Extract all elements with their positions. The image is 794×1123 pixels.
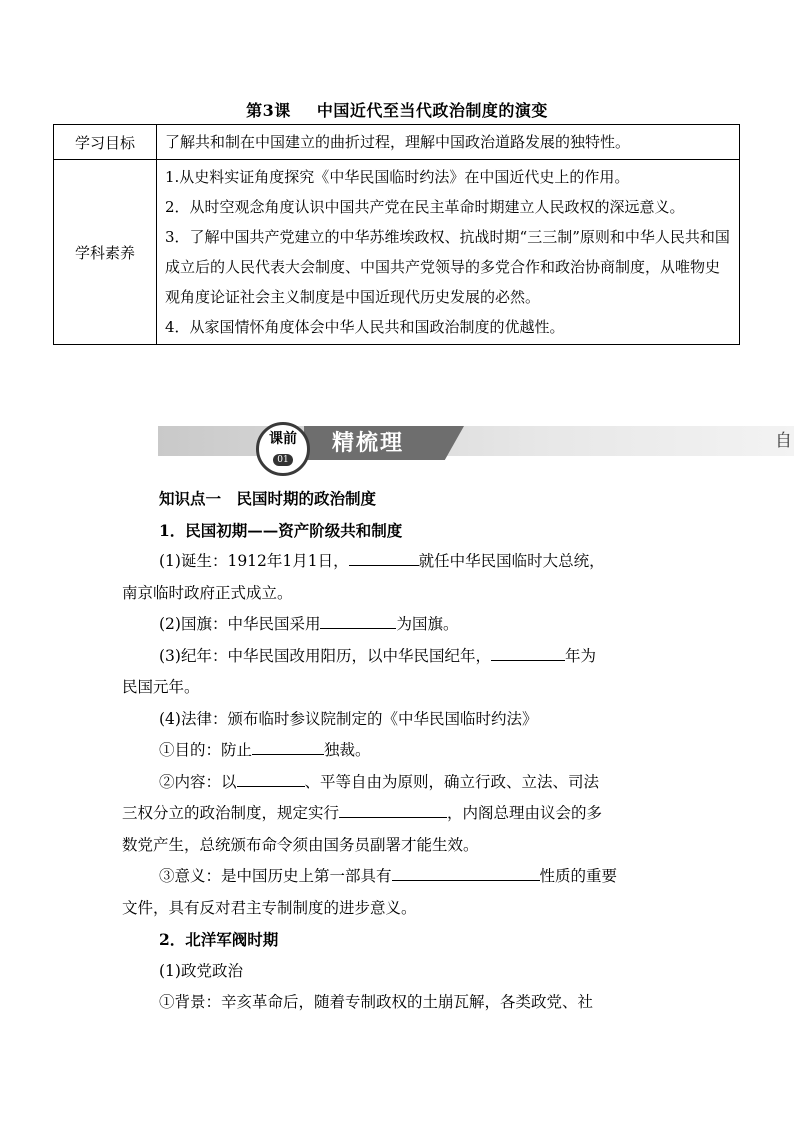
banner-title: 精梳理: [332, 430, 405, 456]
table-row: [54, 160, 740, 345]
lesson-title: [0, 98, 794, 121]
banner-background: [158, 426, 794, 456]
paragraph: (1)政党政治: [159, 961, 243, 980]
text: 独裁。: [324, 741, 371, 759]
fill-blank: [349, 551, 419, 566]
paragraph: [122, 609, 682, 641]
text: ①目的：防止: [159, 741, 253, 759]
literacy-item: 4．从家国情怀角度体会中华人民共和国政治制度的优越性。: [165, 318, 565, 336]
literacy-item: 1.从史料实证角度探究《中华民国临时约法》在中国近代史上的作用。: [165, 168, 630, 186]
literacy-item: 2．从时空观念角度认识中国共产党在民主革命时期建立人民政权的深远意义。: [165, 198, 685, 216]
fill-blank: [252, 740, 324, 755]
goal-text: 了解共和制在中国建立的曲折过程，理解中国政治道路发展的独特性。: [157, 125, 740, 160]
banner-badge: [256, 422, 310, 476]
text: (2)国旗：中华民国采用: [159, 615, 321, 633]
paragraph: [122, 798, 682, 830]
paragraph: 文件，具有反对君主专制制度的进步意义。: [122, 898, 417, 917]
text: 性质的重要: [539, 867, 618, 885]
content-body: [122, 483, 682, 1019]
paragraph: 数党产生，总统颁布命令须由国务员副署才能生效。: [122, 835, 479, 854]
text: (3)纪年：中华民国改用阳历，以中华民国纪年，: [159, 646, 491, 665]
literacy-item: 3．了解中国共产党建立的中华苏维埃政权、抗战时期“三三制”原则和中华人民共和国成立后的人民代表大会制度、中国共产党领导的多党合作和政治协商制度，从唯物史观角度论证社会主义制度是中国近现代历史发展的必然。: [165, 228, 730, 306]
text: (1)诞生：1912年1月1日，: [159, 552, 349, 570]
knowledge-point-heading: 知识点一 民国时期的政治制度: [159, 489, 377, 508]
paragraph: 南京临时政府正式成立。: [122, 583, 293, 602]
goal-label: 学习目标: [54, 125, 157, 160]
fill-blank: [491, 646, 565, 661]
paragraph: [122, 767, 682, 799]
banner-right-text: 自: [775, 431, 792, 451]
paragraph: [122, 861, 682, 893]
text: 年为: [564, 646, 596, 665]
paragraph: [122, 735, 682, 767]
section-banner: [158, 426, 794, 466]
section-heading: 1．民国初期——资产阶级共和制度: [159, 520, 403, 540]
text: 、平等自由为原则，确立行政、立法、司法: [304, 772, 600, 791]
literacy-cell: [157, 160, 740, 345]
learning-goals-table: [53, 124, 740, 345]
paragraph: [122, 546, 682, 578]
paragraph: (4)法律：颁布临时参议院制定的《中华民国临时约法》: [159, 709, 538, 728]
paragraph: [122, 641, 682, 673]
text: 为国旗。: [396, 615, 459, 633]
text: ③意义：是中国历史上第一部具有: [159, 867, 392, 885]
literacy-label: 学科素养: [54, 160, 157, 345]
table-row: [54, 125, 740, 160]
text: ，内阁总理由议会的多: [447, 804, 603, 822]
fill-blank: [392, 866, 540, 881]
section-heading: 2．北洋军阀时期: [159, 930, 279, 949]
lesson-number: 第3课: [246, 101, 291, 120]
text: 就任中华民国临时大总统，: [418, 552, 605, 570]
text: 三权分立的政治制度，规定实行: [122, 804, 340, 822]
fill-blank: [320, 614, 396, 629]
fill-blank: [339, 803, 447, 818]
text: ②内容：以: [159, 772, 237, 791]
paragraph: 民国元年。: [122, 678, 200, 696]
badge-text: 课前: [269, 431, 297, 447]
badge-number: 01: [273, 454, 292, 466]
fill-blank: [237, 772, 305, 787]
paragraph: ①背景：辛亥革命后，随着专制政权的土崩瓦解，各类政党、社: [159, 993, 594, 1011]
lesson-name: 中国近代至当代政治制度的演变: [316, 101, 548, 120]
